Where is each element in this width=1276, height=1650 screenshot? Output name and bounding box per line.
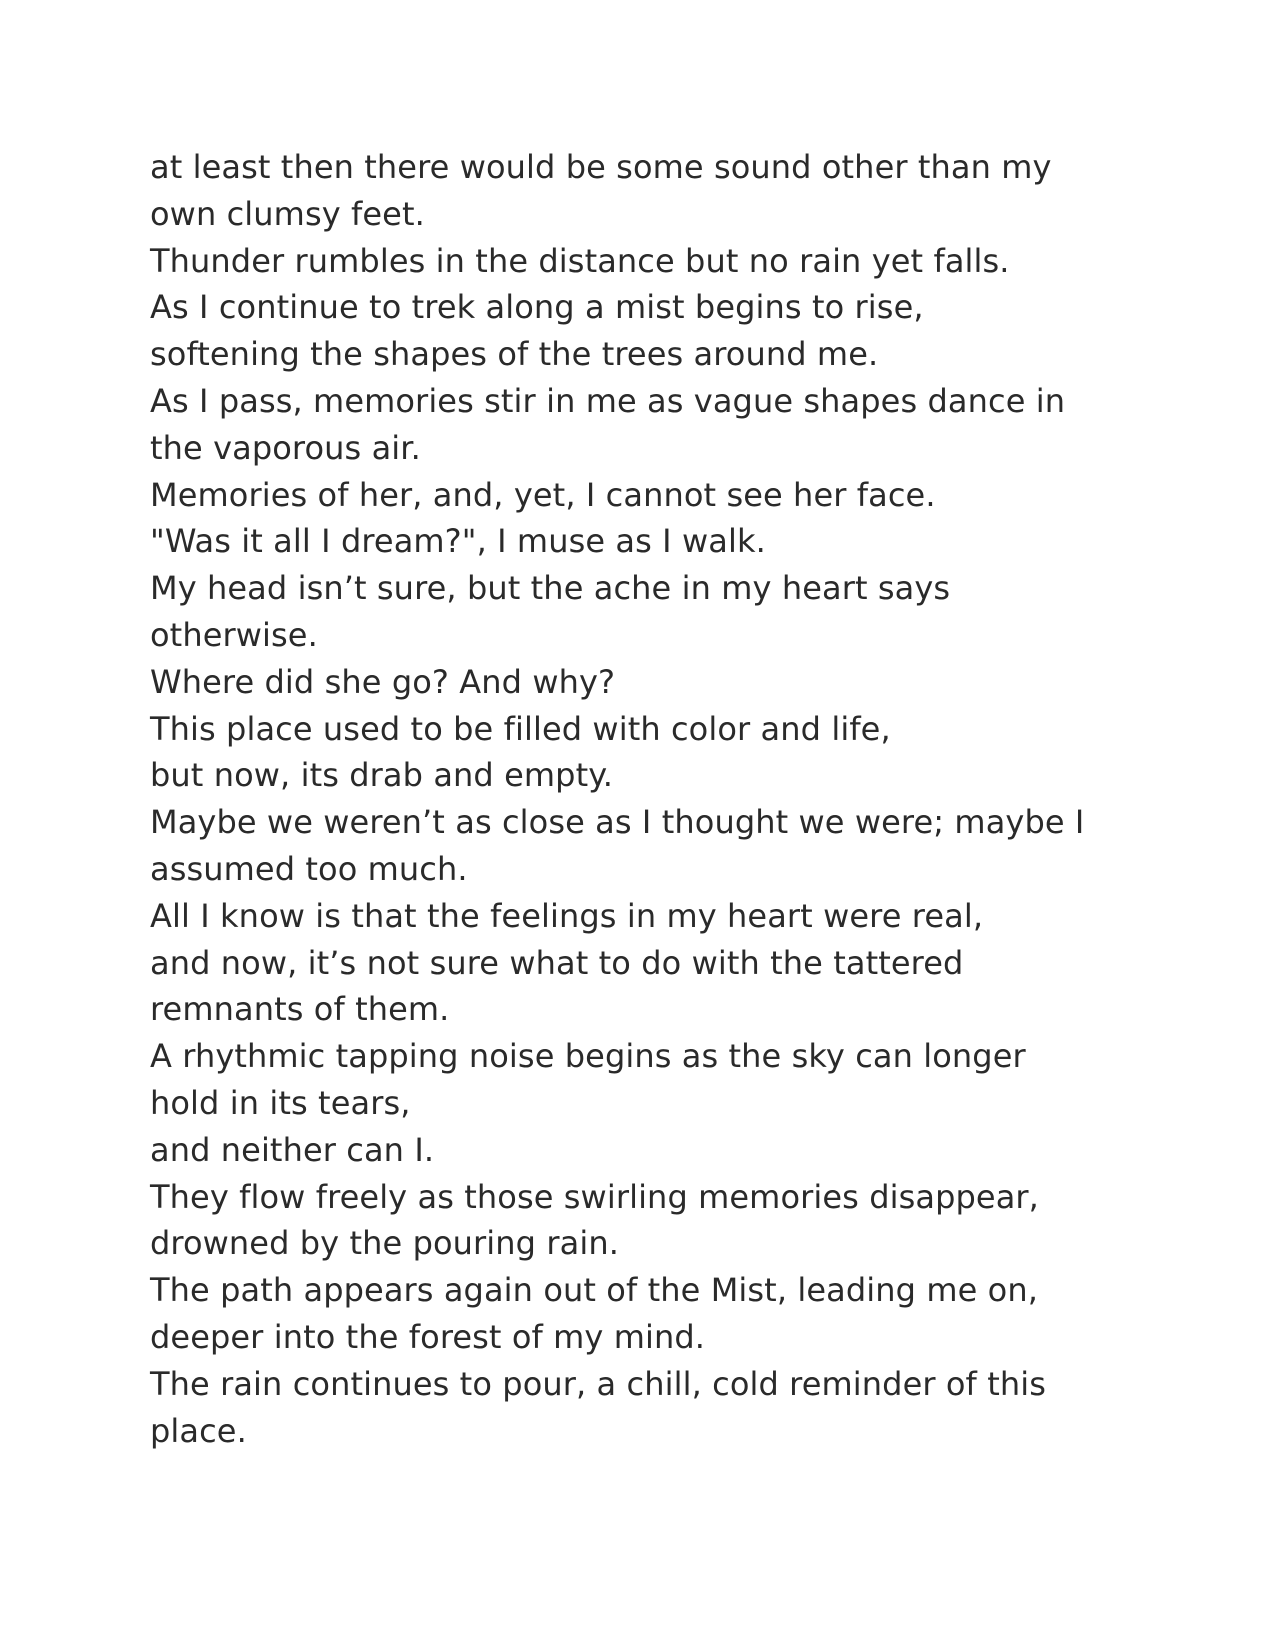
text-line: They flow freely as those swirling memories disappear, [150,1177,1039,1216]
text-line: As I continue to trek along a mist begins to rise, [150,288,924,327]
text-line: and neither can I. [150,1130,435,1169]
text-line: softening the shapes of the trees around me. [150,335,879,374]
text-line: Where did she go? And why? [150,662,616,701]
text-line: drowned by the pouring rain. [150,1224,619,1263]
text-line: at least then there would be some sound other than my [150,148,1052,186]
text-line: own clumsy feet. [150,194,425,233]
text-line: place. [150,1411,247,1450]
text-line: "Was it all I dream?", I muse as I walk. [150,522,766,561]
text-line: A rhythmic tapping noise begins as the sky can longer [150,1037,1026,1076]
text-line: remnants of them. [150,990,450,1029]
text-line: but now, its drab and empty. [150,756,613,795]
text-line: Memories of her, and, yet, I cannot see her face. [150,475,936,514]
poem-text-block [150,144,1150,1454]
text-line: Thunder rumbles in the distance but no rain yet falls. [150,241,1010,280]
text-line: My head isn’t sure, but the ache in my heart says [150,569,951,608]
text-line: This place used to be filled with color and life, [150,709,891,748]
text-line: otherwise. [150,615,318,654]
text-line: All I know is that the feelings in my heart were real, [150,896,984,935]
text-line: deeper into the forest of my mind. [150,1317,706,1356]
text-line: The path appears again out of the Mist, leading me on, [150,1271,1038,1310]
text-line: Maybe we weren’t as close as I thought we were; maybe I [150,803,1085,842]
text-line: assumed too much. [150,849,468,888]
text-line: The rain continues to pour, a chill, cold reminder of this [150,1364,1046,1403]
text-line: and now, it’s not sure what to do with the tattered [150,943,964,982]
text-line: hold in its tears, [150,1083,411,1122]
text-line: the vaporous air. [150,428,421,467]
text-line: As I pass, memories stir in me as vague shapes dance in [150,381,1066,420]
